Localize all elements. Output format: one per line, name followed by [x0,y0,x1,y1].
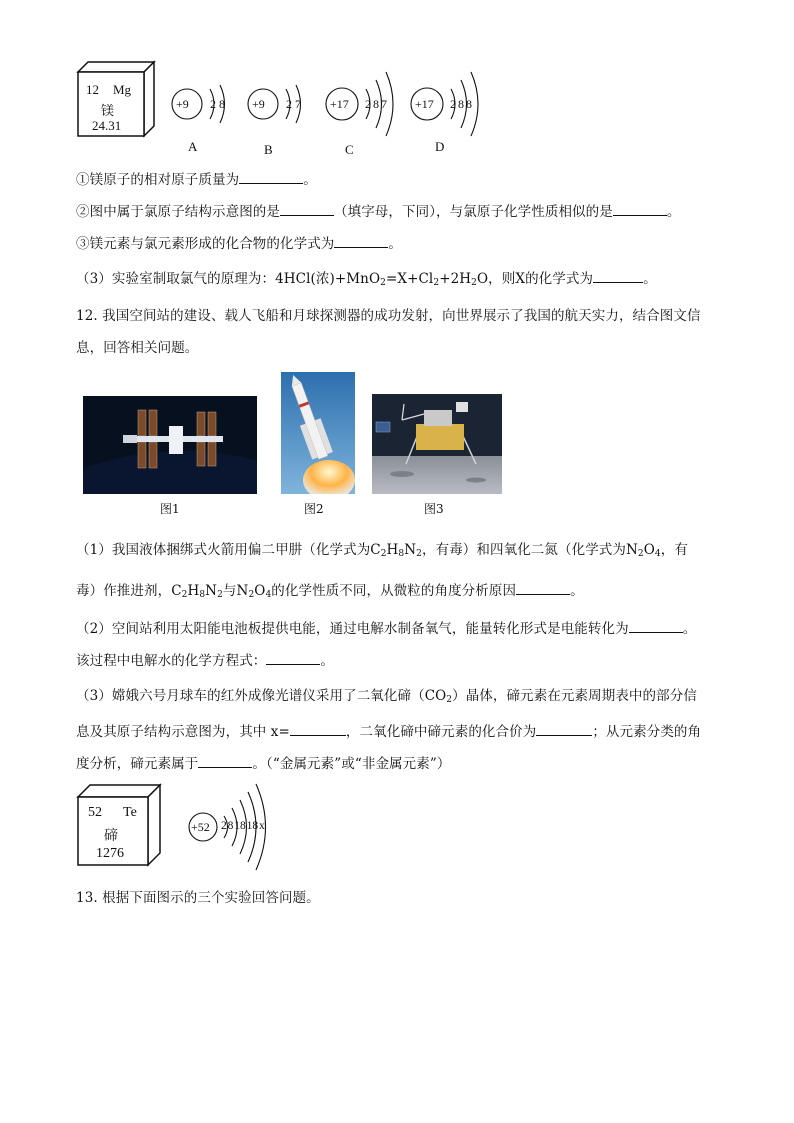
space-station-photo [83,396,257,494]
q11-item-3: ③镁元素与氯元素形成的化合物的化学式为 。 [76,236,403,252]
answer-blank [334,235,388,248]
mg-atomic-number: 12 [86,82,99,97]
te-mass: 1276 [96,846,124,861]
q12-part-1-line-1: （1）我国液体捆绑式火箭用偏二甲肼（化学式为$C_2H_8N_2$，有毒）和四氧化二氮（化学式为$N_2O_4$，有 [76,542,688,559]
q11-item-2: ②图中属于氯原子结构示意图的是 （填字母，下同），与氯原子化学性质相似的是 。 [76,204,681,220]
figure-3-caption: 图3 [424,502,444,516]
atom-c-shells: 2 8 7 [365,97,387,111]
atom-a-nucleus: +9 [176,97,189,111]
answer-blank [239,171,303,184]
atom-c-nucleus: +17 [330,97,349,111]
atom-b-shells: 2 7 [286,97,301,111]
atom-a-shells: 2 8 [210,97,225,111]
answer-blank [593,270,643,283]
mg-name: 镁 [101,103,115,118]
answer-blank [613,203,667,216]
answer-blank [536,723,592,736]
q11-part-3: （3）实验室制取氯气的原理为：4HCl(浓)$+MnO_2=X+Cl_2+2H_2O$，则X的化学式为 。 [76,271,657,288]
q12-part-3-line-3: 度分析，碲元素属于 。（“金属元素”或“非金属元素”） [76,756,451,772]
q12-intro-line-1: 12. 我国空间站的建设、载人飞船和月球探测器的成功发射，向世界展示了我国的航天实力，结合图文信 [76,308,701,324]
te-name: 碲 [104,829,118,844]
q12-part-2-line-1: （2）空间站利用太阳能电池板提供电能，通过电解水制备氧气，能量转化形式是电能转化为 。 [76,621,697,637]
atom-d-shells: 2 8 8 [450,97,472,111]
answer-blank [280,203,334,216]
q13-intro: 13. 根据下面图示的三个实验回答问题。 [76,890,320,906]
lunar-lander-photo [372,394,502,494]
answer-blank [516,582,570,595]
answer-blank [629,620,683,633]
figure-2-caption: 图2 [304,502,324,516]
q12-intro-line-2: 息，回答相关问题。 [76,340,199,356]
te-nucleus: +52 [191,820,210,834]
atom-a-label: A [188,139,198,154]
atom-d-label: D [435,139,445,154]
answer-blank [198,755,252,768]
atom-d-nucleus: +17 [415,97,434,111]
figure-1-caption: 图1 [160,502,180,516]
q11-item-1: ①镁原子的相对原子质量为 。 [76,172,317,188]
te-shells: 2 8 18 18 x [221,820,265,832]
mg-symbol: Mg [113,82,132,97]
atom-b-label: B [264,142,273,157]
te-atomic-number: 52 [88,805,102,820]
q12-part-2-line-2: 该过程中电解水的化学方程式： 。 [76,653,335,669]
atom-c-label: C [345,142,354,157]
answer-blank [290,723,346,736]
rocket-launch-photo [281,372,355,494]
q12-part-3-line-2: 息及其原子结构示意图为，其中 x= ，二氧化碲中碲元素的化合价为 ；从元素分类的角 [76,724,702,740]
answer-blank [266,652,320,665]
mg-mass: 24.31 [92,118,122,133]
atom-b-nucleus: +9 [252,97,265,111]
q12-part-3-line-1: （3）嫦娥六号月球车的红外成像光谱仪采用了二氧化碲$(CO_2)$晶体，碲元素在元素周期表中的部分信 [76,688,697,705]
te-symbol: Te [123,805,137,820]
q12-part-1-line-2: 毒）作推进剂，$C_2H_8N_2$与$N_2O_4$的化学性质不同，从微粒的角度分析原因 。 [76,583,584,600]
